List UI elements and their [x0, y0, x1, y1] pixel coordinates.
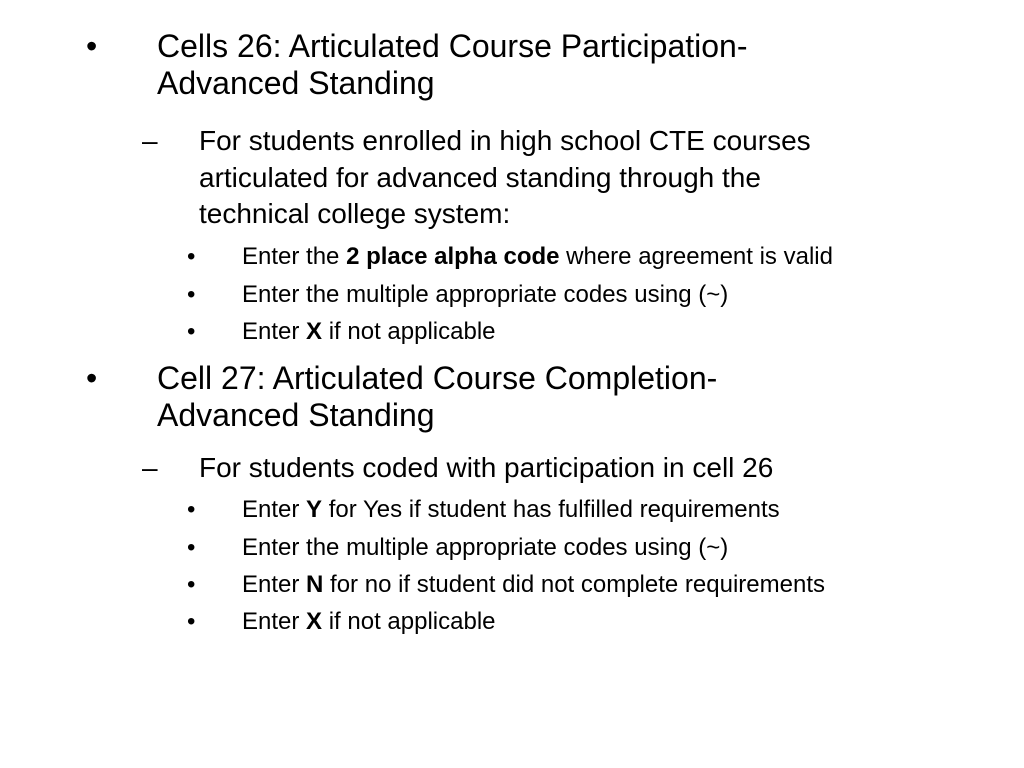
- list-item: [0, 318, 1024, 348]
- list-item: [0, 534, 1024, 564]
- list-item-pre: Enter the: [242, 243, 347, 270]
- list-item-bold: X: [306, 318, 323, 345]
- bullet-icon: •: [187, 608, 196, 635]
- list-item-pre: Enter the multiple appropriate codes using (~): [242, 534, 729, 561]
- section1-sub-line3: technical college system:: [199, 198, 511, 229]
- list-item-text: [242, 318, 496, 346]
- list-item-text: [242, 243, 833, 271]
- bullet-icon: •: [86, 360, 98, 396]
- list-item-pre: Enter: [242, 318, 307, 345]
- bullet-icon: •: [187, 243, 196, 270]
- section2-sub-line1: For students coded with participation in cell 26: [199, 452, 774, 483]
- list-item-bold: N: [306, 571, 324, 598]
- section2-subitem: [0, 452, 1024, 488]
- section1-sub-line1: For students enrolled in high school CTE courses: [199, 125, 811, 156]
- section2-heading: [0, 360, 1024, 440]
- bullet-icon: •: [187, 571, 196, 598]
- list-item: [0, 496, 1024, 526]
- section1-heading: [0, 28, 1024, 108]
- list-item-pre: Enter the multiple appropriate codes using (~): [242, 281, 729, 308]
- section1-heading-line1: Cells 26: Articulated Course Participation-: [157, 28, 748, 64]
- dash-icon: –: [142, 452, 158, 483]
- section1-subitem: [0, 125, 1024, 235]
- list-item-post: for Yes if student has fulfilled requirements: [322, 496, 780, 523]
- list-item-post: if not applicable: [322, 318, 496, 345]
- list-item-bold: X: [306, 608, 323, 635]
- list-item-bold: Y: [306, 496, 323, 523]
- list-item-bold: 2 place alpha code: [346, 243, 560, 270]
- section2-heading-line1: Cell 27: Articulated Course Completion-: [157, 360, 718, 396]
- list-item-pre: Enter: [242, 608, 307, 635]
- section2-heading-line2: Advanced Standing: [157, 397, 435, 433]
- list-item-post: where agreement is valid: [559, 243, 833, 270]
- list-item: [0, 281, 1024, 311]
- list-item-text: [242, 608, 496, 636]
- bullet-icon: •: [187, 318, 196, 345]
- section1-sub-line2: articulated for advanced standing through the: [199, 162, 761, 193]
- list-item-text: [242, 281, 728, 309]
- section1-heading-line2: Advanced Standing: [157, 65, 435, 101]
- list-item-text: [242, 496, 780, 524]
- list-item: [0, 608, 1024, 638]
- list-item-text: [242, 571, 825, 599]
- dash-icon: –: [142, 125, 158, 156]
- bullet-icon: •: [86, 28, 98, 64]
- list-item: [0, 571, 1024, 601]
- bullet-icon: •: [187, 534, 196, 561]
- list-item-text: [242, 534, 728, 562]
- list-item-post: for no if student did not complete requirements: [323, 571, 825, 598]
- list-item: [0, 243, 1024, 273]
- list-item-pre: Enter: [242, 571, 307, 598]
- list-item-post: if not applicable: [322, 608, 496, 635]
- list-item-pre: Enter: [242, 496, 307, 523]
- bullet-icon: •: [187, 496, 196, 523]
- bullet-icon: •: [187, 281, 196, 308]
